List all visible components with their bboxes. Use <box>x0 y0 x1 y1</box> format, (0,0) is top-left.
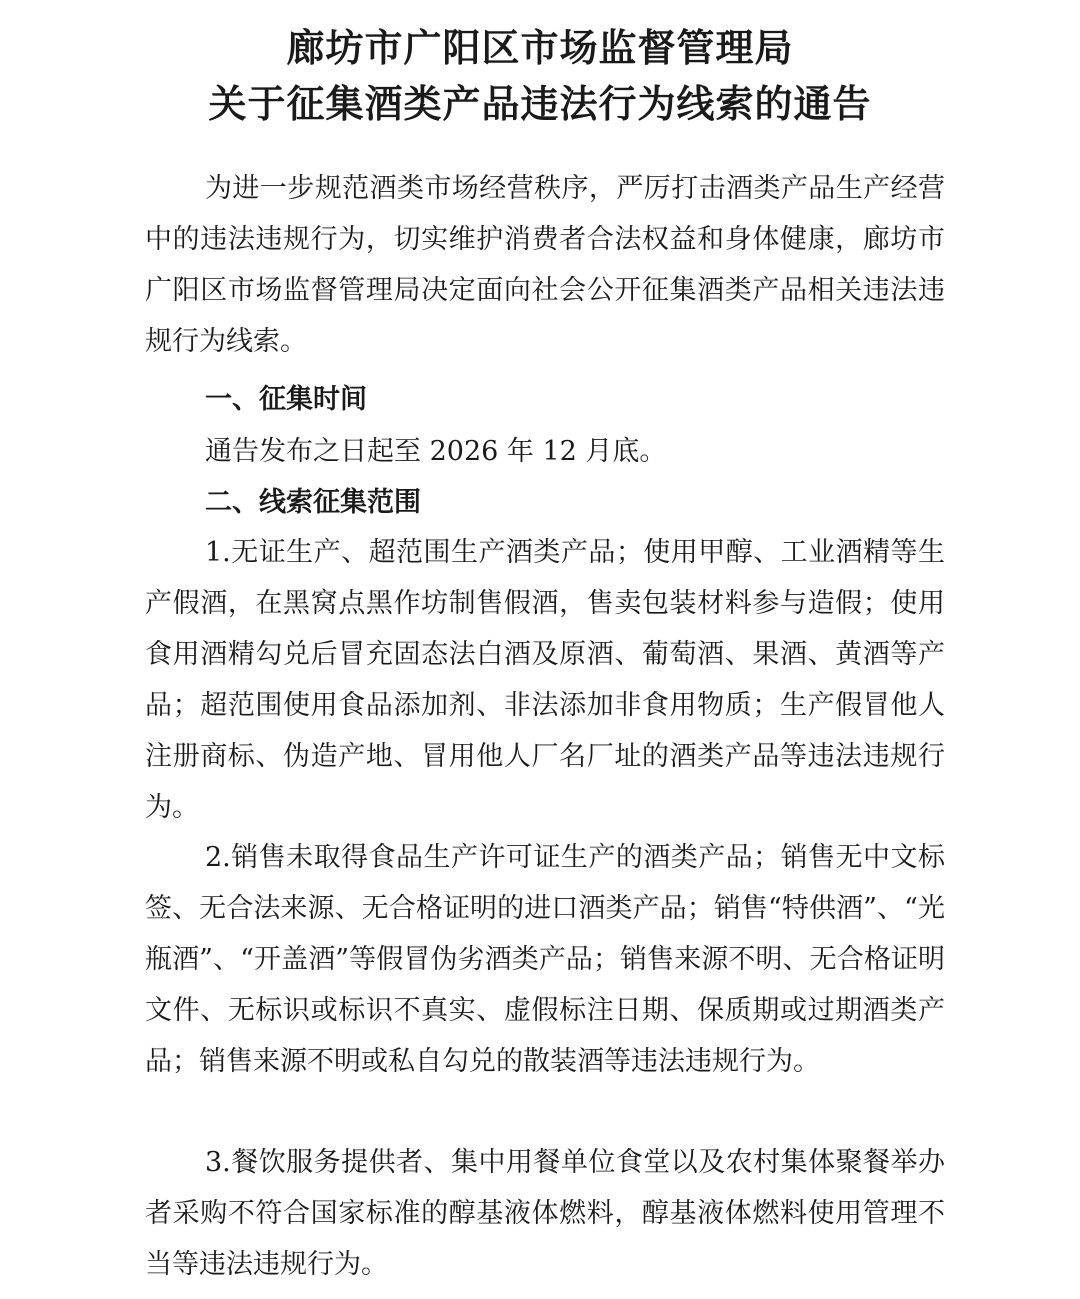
scope-item-2: 2.销售未取得食品生产许可证生产的酒类产品；销售无中文标签、无合法来源、无合格证明的进口酒类产品；销售“特供酒”、“光瓶酒”、“开盖酒”等假冒伪劣酒类产品；销售来源不明、无合格证明文件、无标识或标识不真实、虚假标注日期、保质期或过期酒类产品；销售来源不明或私自勾兑的散装酒等违法违规行为。 <box>145 842 945 1077</box>
section-heading-collection-time: 一、征集时间 <box>205 384 367 415</box>
scope-item-3: 3.餐饮服务提供者、集中用餐单位食堂以及农村集体聚餐举办者采购不符合国家标准的醇基液体燃料，醇基液体燃料使用管理不当等违法违规行为。 <box>145 1147 945 1280</box>
scope-item-1: 1.无证生产、超范围生产酒类产品；使用甲醇、工业酒精等生产假酒，在黑窝点黑作坊制售假酒，售卖包装材料参与造假；使用食用酒精勾兑后冒充固态法白酒及原酒、葡萄酒、果酒、黄酒等产品；超范围使用食品添加剂、非法添加非食用物质；生产假冒他人注册商标、伪造产地、冒用他人厂名厂址的酒类产品等违法违规行为。 <box>145 537 945 823</box>
collection-time-text: 通告发布之日起至 2026 年 12 月底。 <box>205 436 667 467</box>
notice-title-line-1: 廊坊市广阳区市场监督管理局 <box>286 26 794 70</box>
notice-title-line-2: 关于征集酒类产品违法行为线索的通告 <box>208 82 872 126</box>
intro-paragraph: 为进一步规范酒类市场经营秩序，严厉打击酒类产品生产经营中的违法违规行为，切实维护消费者合法权益和身体健康，廊坊市广阳区市场监督管理局决定面向社会公开征集酒类产品相关违法违规行为线索。 <box>145 173 945 357</box>
section-heading-collection-scope: 二、线索征集范围 <box>205 487 421 518</box>
